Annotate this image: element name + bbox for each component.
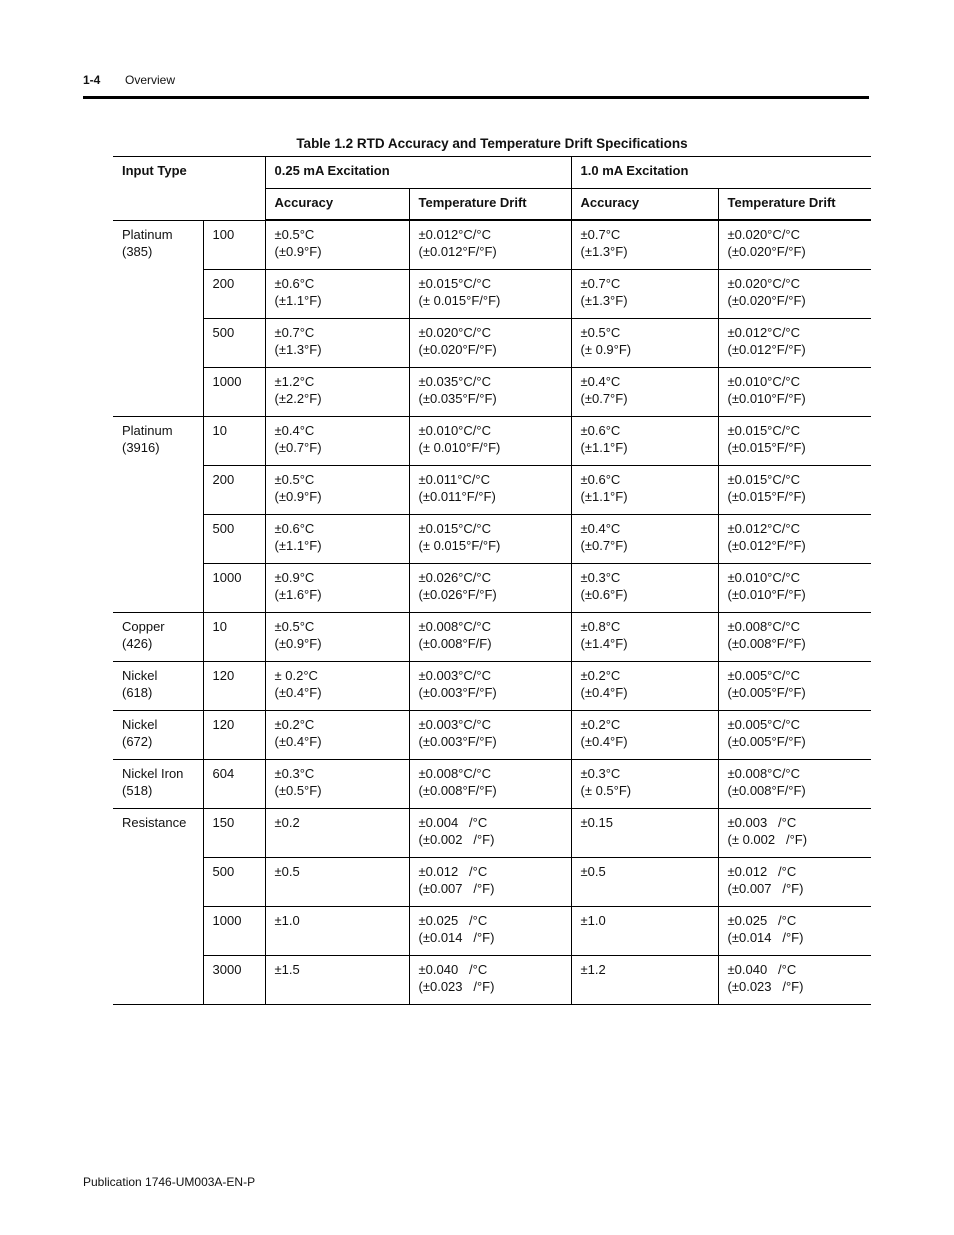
drift-025-cell bbox=[409, 220, 571, 270]
accuracy-10-cell bbox=[571, 956, 718, 1005]
cell-line-2: (±1.1°F) bbox=[274, 293, 322, 308]
cell-line-1: ±0.008°C/°C bbox=[727, 619, 800, 634]
input-value-cell: 1000 bbox=[203, 564, 265, 613]
cell-line-2: (±0.010°F/°F) bbox=[727, 391, 806, 406]
cell-line-1: ±0.010°C/°C bbox=[727, 374, 800, 389]
publication-footer: Publication 1746-UM003A-EN-P bbox=[83, 1175, 256, 1189]
drift-10-cell bbox=[718, 417, 871, 466]
cell-line-1: ±0.5 bbox=[274, 864, 300, 879]
drift-025-cell bbox=[409, 368, 571, 417]
cell-line-2: (618) bbox=[122, 685, 153, 700]
cell-line-2: (±0.035°F/°F) bbox=[418, 391, 497, 406]
accuracy-025-cell bbox=[265, 220, 409, 270]
drift-025-cell bbox=[409, 515, 571, 564]
cell-line-2: (±0.010°F/°F) bbox=[727, 587, 806, 602]
cell-line-2: (±1.6°F) bbox=[274, 587, 322, 602]
input-type-cell bbox=[113, 417, 203, 613]
cell-line-1: ±0.6°C bbox=[580, 423, 621, 438]
accuracy-025-header: Accuracy bbox=[265, 189, 409, 221]
drift-025-cell bbox=[409, 956, 571, 1005]
accuracy-10-cell bbox=[571, 809, 718, 858]
cell-line-2: (±0.012°F/°F) bbox=[727, 538, 806, 553]
cell-line-2: (±0.7°F) bbox=[580, 538, 628, 553]
cell-line-1: ±0.012 /°C bbox=[727, 864, 797, 879]
drift-10-cell bbox=[718, 956, 871, 1005]
drift-10-cell bbox=[718, 858, 871, 907]
cell-line-1: ±0.003°C/°C bbox=[418, 717, 491, 732]
cell-line-2: (±1.1°F) bbox=[274, 538, 322, 553]
drift-025-cell bbox=[409, 466, 571, 515]
cell-line-1: ±0.2°C bbox=[274, 717, 315, 732]
cell-line-1: ±0.6°C bbox=[274, 521, 315, 536]
cell-line-1: ±0.7°C bbox=[580, 227, 621, 242]
cell-line-1: Nickel bbox=[122, 717, 158, 732]
cell-line-2: (±0.014 /°F) bbox=[418, 930, 495, 945]
cell-line-1: ±0.003 /°C bbox=[727, 815, 797, 830]
accuracy-025-cell bbox=[265, 858, 409, 907]
cell-line-1: ±1.0 bbox=[274, 913, 300, 928]
cell-line-2: (3916) bbox=[122, 440, 160, 455]
cell-line-1: ±0.012°C/°C bbox=[418, 227, 491, 242]
cell-line-2: (±0.005°F/°F) bbox=[727, 734, 806, 749]
drift-10-cell bbox=[718, 466, 871, 515]
cell-line-2: (±0.5°F) bbox=[274, 783, 322, 798]
input-type-header: Input Type bbox=[113, 157, 265, 221]
accuracy-025-cell bbox=[265, 809, 409, 858]
cell-line-2: (±0.005°F/°F) bbox=[727, 685, 806, 700]
input-value-cell: 500 bbox=[203, 858, 265, 907]
table-row bbox=[113, 613, 871, 662]
table-row bbox=[113, 711, 871, 760]
cell-line-1: ±1.2 bbox=[580, 962, 606, 977]
page-header bbox=[83, 73, 176, 87]
cell-line-1: Resistance bbox=[122, 815, 187, 830]
cell-line-1: ±0.015°C/°C bbox=[727, 472, 800, 487]
cell-line-2: (±0.015°F/°F) bbox=[727, 440, 806, 455]
cell-line-2: (±1.3°F) bbox=[274, 342, 322, 357]
cell-line-2: (±0.002 /°F) bbox=[418, 832, 495, 847]
cell-line-2: (±1.3°F) bbox=[580, 244, 628, 259]
cell-line-1: ±0.010°C/°C bbox=[418, 423, 491, 438]
cell-line-1: ±0.010°C/°C bbox=[727, 570, 800, 585]
cell-line-2: (±0.4°F) bbox=[580, 685, 628, 700]
cell-line-2: (±0.7°F) bbox=[580, 391, 628, 406]
cell-line-1: ±0.026°C/°C bbox=[418, 570, 491, 585]
cell-line-2: (±0.7°F) bbox=[274, 440, 322, 455]
cell-line-2: (±1.1°F) bbox=[580, 489, 628, 504]
input-value-cell: 120 bbox=[203, 662, 265, 711]
cell-line-1: ±0.3°C bbox=[274, 766, 315, 781]
accuracy-10-cell bbox=[571, 613, 718, 662]
cell-line-2: (± 0.9°F) bbox=[580, 342, 632, 357]
cell-line-1: ±0.040 /°C bbox=[418, 962, 488, 977]
input-type-cell bbox=[113, 760, 203, 809]
cell-line-1: ±0.004 /°C bbox=[418, 815, 488, 830]
cell-line-1: ±0.015°C/°C bbox=[727, 423, 800, 438]
cell-line-2: (±0.4°F) bbox=[580, 734, 628, 749]
cell-line-2: (±0.012°F/°F) bbox=[727, 342, 806, 357]
input-value-cell: 10 bbox=[203, 417, 265, 466]
cell-line-2: (±0.4°F) bbox=[274, 685, 322, 700]
header-row-1 bbox=[113, 157, 871, 189]
drift-025-cell bbox=[409, 760, 571, 809]
cell-line-2: (±0.020°F/°F) bbox=[727, 293, 806, 308]
accuracy-10-cell bbox=[571, 711, 718, 760]
accuracy-025-cell bbox=[265, 515, 409, 564]
cell-line-2: (±0.012°F/°F) bbox=[418, 244, 497, 259]
cell-line-2: (±1.1°F) bbox=[580, 440, 628, 455]
cell-line-2: (672) bbox=[122, 734, 153, 749]
input-type-cell bbox=[113, 613, 203, 662]
table-row bbox=[113, 220, 871, 270]
cell-line-1: Copper bbox=[122, 619, 165, 634]
cell-line-1: ±0.008°C/°C bbox=[418, 619, 491, 634]
cell-line-1: ±0.020°C/°C bbox=[418, 325, 491, 340]
cell-line-2: (±2.2°F) bbox=[274, 391, 322, 406]
cell-line-2: (±0.026°F/°F) bbox=[418, 587, 497, 602]
cell-line-2: (±1.3°F) bbox=[580, 293, 628, 308]
drift-025-cell bbox=[409, 270, 571, 319]
table-row bbox=[113, 368, 871, 417]
drift-10-cell bbox=[718, 270, 871, 319]
accuracy-10-cell bbox=[571, 515, 718, 564]
cell-line-1: ±0.5 bbox=[580, 864, 606, 879]
cell-line-1: ±0.025 /°C bbox=[727, 913, 797, 928]
cell-line-1: ±0.035°C/°C bbox=[418, 374, 491, 389]
input-value-cell: 200 bbox=[203, 466, 265, 515]
drift-10-cell bbox=[718, 760, 871, 809]
cell-line-1: ±0.5°C bbox=[274, 227, 315, 242]
input-type-cell bbox=[113, 220, 203, 417]
accuracy-10-cell bbox=[571, 760, 718, 809]
cell-line-2: (±1.4°F) bbox=[580, 636, 628, 651]
excitation-10-header: 1.0 mA Excitation bbox=[571, 157, 871, 189]
drift-025-cell bbox=[409, 564, 571, 613]
cell-line-1: ±0.6°C bbox=[274, 276, 315, 291]
table-row bbox=[113, 858, 871, 907]
cell-line-2: (385) bbox=[122, 243, 153, 259]
cell-line-1: ±0.2°C bbox=[580, 668, 621, 683]
accuracy-10-cell bbox=[571, 417, 718, 466]
cell-line-1: ±0.4°C bbox=[580, 521, 621, 536]
cell-line-1: ±1.5 bbox=[274, 962, 300, 977]
cell-line-1: ±0.012°C/°C bbox=[727, 325, 800, 340]
cell-line-1: ±0.005°C/°C bbox=[727, 668, 800, 683]
cell-line-2: (±0.007 /°F) bbox=[418, 881, 495, 896]
accuracy-025-cell bbox=[265, 270, 409, 319]
accuracy-025-cell bbox=[265, 466, 409, 515]
cell-line-2: (±0.9°F) bbox=[274, 244, 322, 259]
input-value-cell: 3000 bbox=[203, 956, 265, 1005]
input-value-cell: 120 bbox=[203, 711, 265, 760]
table-row bbox=[113, 515, 871, 564]
cell-line-1: ±0.5°C bbox=[274, 472, 315, 487]
drift-10-cell bbox=[718, 368, 871, 417]
cell-line-2: (±0.008°F/°F) bbox=[727, 636, 806, 651]
input-type-cell bbox=[113, 662, 203, 711]
cell-line-1: ±0.5°C bbox=[580, 325, 621, 340]
cell-line-2: (±0.011°F/°F) bbox=[418, 489, 496, 504]
input-value-cell: 200 bbox=[203, 270, 265, 319]
cell-line-1: ±0.2 bbox=[274, 815, 300, 830]
table-caption: Table 1.2 RTD Accuracy and Temperature Drift Specifications bbox=[296, 136, 688, 151]
cell-line-1: ±0.4°C bbox=[274, 423, 315, 438]
accuracy-025-cell bbox=[265, 368, 409, 417]
table-row bbox=[113, 417, 871, 466]
cell-line-1: ±0.9°C bbox=[274, 570, 315, 585]
drift-10-header: Temperature Drift bbox=[718, 189, 871, 221]
drift-10-cell bbox=[718, 907, 871, 956]
accuracy-10-cell bbox=[571, 220, 718, 270]
cell-line-2: (± 0.015°F/°F) bbox=[418, 538, 501, 553]
rtd-spec-table bbox=[113, 156, 871, 1005]
accuracy-10-cell bbox=[571, 368, 718, 417]
cell-line-2: (±0.014 /°F) bbox=[727, 930, 804, 945]
section-title: Overview bbox=[125, 73, 176, 87]
cell-line-1: ±0.7°C bbox=[580, 276, 621, 291]
cell-line-2: (±0.9°F) bbox=[274, 489, 322, 504]
cell-line-2: (± 0.010°F/°F) bbox=[418, 440, 501, 455]
drift-025-cell bbox=[409, 858, 571, 907]
input-value-cell: 100 bbox=[203, 220, 265, 270]
drift-025-cell bbox=[409, 662, 571, 711]
cell-line-1: ±0.012°C/°C bbox=[727, 521, 800, 536]
accuracy-025-cell bbox=[265, 417, 409, 466]
accuracy-10-cell bbox=[571, 319, 718, 368]
cell-line-1: ±1.0 bbox=[580, 913, 606, 928]
page-number: 1-4 bbox=[83, 73, 101, 87]
cell-line-1: ±0.6°C bbox=[580, 472, 621, 487]
drift-025-cell bbox=[409, 711, 571, 760]
drift-10-cell bbox=[718, 613, 871, 662]
cell-line-1: Nickel Iron bbox=[122, 766, 184, 781]
cell-line-1: ±1.2°C bbox=[274, 374, 315, 389]
accuracy-10-cell bbox=[571, 858, 718, 907]
cell-line-1: ± 0.2°C bbox=[274, 668, 318, 683]
drift-10-cell bbox=[718, 515, 871, 564]
drift-025-cell bbox=[409, 907, 571, 956]
drift-025-cell bbox=[409, 809, 571, 858]
accuracy-10-cell bbox=[571, 662, 718, 711]
drift-10-cell bbox=[718, 711, 871, 760]
accuracy-025-cell bbox=[265, 907, 409, 956]
accuracy-10-header: Accuracy bbox=[571, 189, 718, 221]
table-row bbox=[113, 760, 871, 809]
table-row bbox=[113, 662, 871, 711]
input-value-cell: 1000 bbox=[203, 368, 265, 417]
table-row bbox=[113, 319, 871, 368]
cell-line-1: ±0.012 /°C bbox=[418, 864, 488, 879]
accuracy-10-cell bbox=[571, 270, 718, 319]
input-value-cell: 604 bbox=[203, 760, 265, 809]
table-row bbox=[113, 809, 871, 858]
input-value-cell: 500 bbox=[203, 319, 265, 368]
cell-line-2: (518) bbox=[122, 783, 153, 798]
cell-line-2: (± 0.5°F) bbox=[580, 783, 632, 798]
drift-025-header: Temperature Drift bbox=[409, 189, 571, 221]
cell-line-1: ±0.8°C bbox=[580, 619, 621, 634]
cell-line-1: ±0.011°C/°C bbox=[418, 472, 491, 487]
cell-line-1: ±0.015°C/°C bbox=[418, 521, 491, 536]
accuracy-025-cell bbox=[265, 613, 409, 662]
cell-line-1: ±0.008°C/°C bbox=[727, 766, 800, 781]
table-body bbox=[113, 220, 871, 1005]
cell-line-2: (±0.023 /°F) bbox=[727, 979, 804, 994]
cell-line-1: ±0.025 /°C bbox=[418, 913, 488, 928]
cell-line-1: Nickel bbox=[122, 668, 158, 683]
cell-line-1: ±0.040 /°C bbox=[727, 962, 797, 977]
accuracy-025-cell bbox=[265, 564, 409, 613]
cell-line-2: (±0.020°F/°F) bbox=[418, 342, 497, 357]
cell-line-1: ±0.2°C bbox=[580, 717, 621, 732]
cell-line-1: ±0.005°C/°C bbox=[727, 717, 800, 732]
cell-line-2: (426) bbox=[122, 636, 153, 651]
cell-line-1: ±0.15 bbox=[580, 815, 613, 830]
cell-line-2: (±0.008°F/°F) bbox=[727, 783, 806, 798]
cell-line-1: Platinum bbox=[122, 226, 173, 242]
accuracy-10-cell bbox=[571, 466, 718, 515]
cell-line-1: ±0.5°C bbox=[274, 619, 315, 634]
cell-line-2: (±0.008°F/F) bbox=[418, 636, 492, 651]
drift-025-cell bbox=[409, 613, 571, 662]
input-type-cell bbox=[113, 711, 203, 760]
drift-10-cell bbox=[718, 319, 871, 368]
drift-025-cell bbox=[409, 417, 571, 466]
input-value-cell: 10 bbox=[203, 613, 265, 662]
table-row bbox=[113, 907, 871, 956]
header-rule bbox=[83, 96, 869, 99]
input-value-cell: 150 bbox=[203, 809, 265, 858]
cell-line-2: (±0.008°F/°F) bbox=[418, 783, 497, 798]
cell-line-2: (± 0.002 /°F) bbox=[727, 832, 808, 847]
cell-line-1: ±0.020°C/°C bbox=[727, 276, 800, 291]
cell-line-1: ±0.3°C bbox=[580, 570, 621, 585]
cell-line-2: (±0.6°F) bbox=[580, 587, 628, 602]
accuracy-025-cell bbox=[265, 319, 409, 368]
accuracy-10-cell bbox=[571, 907, 718, 956]
accuracy-025-cell bbox=[265, 711, 409, 760]
table-row bbox=[113, 466, 871, 515]
cell-line-1: Platinum bbox=[122, 423, 173, 438]
table-row bbox=[113, 564, 871, 613]
drift-10-cell bbox=[718, 564, 871, 613]
cell-line-1: ±0.3°C bbox=[580, 766, 621, 781]
input-type-cell bbox=[113, 809, 203, 1005]
drift-10-cell bbox=[718, 662, 871, 711]
cell-line-1: ±0.008°C/°C bbox=[418, 766, 491, 781]
table-row bbox=[113, 270, 871, 319]
accuracy-10-cell bbox=[571, 564, 718, 613]
cell-line-1: ±0.020°C/°C bbox=[727, 227, 800, 242]
cell-line-1: ±0.7°C bbox=[274, 325, 315, 340]
cell-line-2: (± 0.015°F/°F) bbox=[418, 293, 501, 308]
input-value-cell: 500 bbox=[203, 515, 265, 564]
cell-line-1: ±0.003°C/°C bbox=[418, 668, 491, 683]
cell-line-2: (±0.015°F/°F) bbox=[727, 489, 806, 504]
cell-line-2: (±0.003°F/°F) bbox=[418, 685, 497, 700]
excitation-025-header: 0.25 mA Excitation bbox=[265, 157, 571, 189]
cell-line-2: (±0.003°F/°F) bbox=[418, 734, 497, 749]
accuracy-025-cell bbox=[265, 956, 409, 1005]
table-row bbox=[113, 956, 871, 1005]
cell-line-2: (±0.023 /°F) bbox=[418, 979, 495, 994]
cell-line-2: (±0.9°F) bbox=[274, 636, 322, 651]
drift-10-cell bbox=[718, 809, 871, 858]
accuracy-025-cell bbox=[265, 662, 409, 711]
cell-line-2: (±0.4°F) bbox=[274, 734, 322, 749]
drift-10-cell bbox=[718, 220, 871, 270]
input-value-cell: 1000 bbox=[203, 907, 265, 956]
drift-025-cell bbox=[409, 319, 571, 368]
cell-line-2: (±0.007 /°F) bbox=[727, 881, 804, 896]
cell-line-1: ±0.015°C/°C bbox=[418, 276, 491, 291]
accuracy-025-cell bbox=[265, 760, 409, 809]
cell-line-1: ±0.4°C bbox=[580, 374, 621, 389]
cell-line-2: (±0.020°F/°F) bbox=[727, 244, 806, 259]
